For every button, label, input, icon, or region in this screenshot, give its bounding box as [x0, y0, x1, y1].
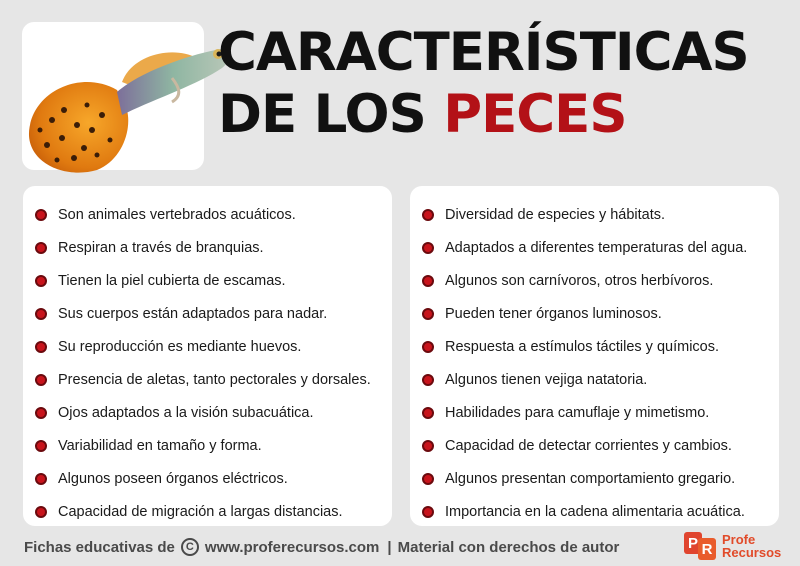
list-item-text: Presencia de aletas, tanto pectorales y dorsales.: [58, 371, 371, 388]
list-item-text: Respiran a través de branquias.: [58, 239, 264, 256]
list-item-text: Ojos adaptados a la visión subacuática.: [58, 404, 314, 421]
list-item-text: Su reproducción es mediante huevos.: [58, 338, 302, 355]
list-item: [35, 264, 392, 297]
list-item-text: Pueden tener órganos luminosos.: [445, 305, 662, 322]
characteristics-card-left: [23, 186, 392, 526]
list-item: [35, 198, 392, 231]
bullet-icon: [35, 473, 47, 485]
bullet-icon: [422, 209, 434, 221]
list-item: [422, 198, 779, 231]
list-item-text: Algunos poseen órganos eléctricos.: [58, 470, 288, 487]
logo-word-recursos: Recursos: [722, 545, 782, 560]
list-item: [35, 330, 392, 363]
bullet-icon: [35, 440, 47, 452]
logo-letter-p: P: [684, 532, 702, 554]
list-item-text: Adaptados a diferentes temperaturas del agua.: [445, 239, 748, 256]
logo-word-profe: Profe: [722, 532, 756, 547]
list-item: [422, 396, 779, 429]
list-item-text: Capacidad de detectar corrientes y cambios.: [445, 437, 732, 454]
page-title: [218, 22, 749, 146]
title-line-2-prefix: DE LOS: [218, 84, 444, 145]
logo-letter-r: R: [698, 538, 716, 560]
list-item-text: Algunos son carnívoros, otros herbívoros.: [445, 272, 714, 289]
list-item-text: Algunos tienen vejiga natatoria.: [445, 371, 648, 388]
logo-wordmark: [722, 533, 781, 559]
bullet-icon: [422, 407, 434, 419]
bullet-icon: [422, 242, 434, 254]
characteristics-list-right: [422, 198, 779, 528]
list-item: [35, 363, 392, 396]
bullet-icon: [422, 506, 434, 518]
bullet-icon: [35, 407, 47, 419]
bullet-icon: [422, 440, 434, 452]
list-item: [422, 330, 779, 363]
list-item: [422, 297, 779, 330]
bullet-icon: [35, 341, 47, 353]
title-highlight: PECES: [443, 84, 627, 145]
list-item-text: Importancia en la cadena alimentaria acuática.: [445, 503, 745, 520]
characteristics-card-right: [410, 186, 779, 526]
profe-recursos-logo: [684, 532, 781, 560]
guppy-fish-illustration: [22, 30, 232, 180]
footer-url[interactable]: www.proferecursos.com: [204, 538, 380, 556]
list-item: [422, 264, 779, 297]
list-item-text: Tienen la piel cubierta de escamas.: [58, 272, 286, 289]
bullet-icon: [35, 308, 47, 320]
list-item: [35, 495, 392, 528]
list-item-text: Algunos presentan comportamiento gregario.: [445, 470, 736, 487]
bullet-icon: [35, 506, 47, 518]
bullet-icon: [35, 209, 47, 221]
footer-prefix: Fichas educativas de: [24, 538, 175, 556]
list-item-text: Son animales vertebrados acuáticos.: [58, 206, 296, 223]
bullet-icon: [422, 374, 434, 386]
list-item: [422, 363, 779, 396]
list-item-text: Variabilidad en tamaño y forma.: [58, 437, 262, 454]
list-item-text: Respuesta a estímulos táctiles y químicos.: [445, 338, 720, 355]
list-item: [35, 297, 392, 330]
title-line-2: [218, 84, 749, 146]
list-item: [35, 462, 392, 495]
bullet-icon: [422, 308, 434, 320]
list-item-text: Sus cuerpos están adaptados para nadar.: [58, 305, 328, 322]
list-item-text: Capacidad de migración a largas distancias.: [58, 503, 343, 520]
list-item-text: Diversidad de especies y hábitats.: [445, 206, 666, 223]
list-item: [422, 462, 779, 495]
list-item: [35, 396, 392, 429]
footer: [24, 538, 619, 556]
footer-rights: Material con derechos de autor: [397, 538, 620, 556]
fish-image-panel: [22, 22, 204, 170]
copyright-icon: C: [181, 538, 199, 556]
title-line-1: CARACTERÍSTICAS: [218, 22, 749, 83]
pr-logo-icon: [684, 532, 720, 560]
bullet-icon: [35, 374, 47, 386]
list-item-text: Habilidades para camuflaje y mimetismo.: [445, 404, 710, 421]
bullet-icon: [422, 341, 434, 353]
bullet-icon: [35, 242, 47, 254]
list-item: [35, 231, 392, 264]
footer-separator: |: [387, 538, 392, 556]
characteristics-list-left: [35, 198, 392, 528]
bullet-icon: [422, 473, 434, 485]
list-item: [422, 495, 779, 528]
list-item: [422, 429, 779, 462]
bullet-icon: [35, 275, 47, 287]
list-item: [422, 231, 779, 264]
bullet-icon: [422, 275, 434, 287]
list-item: [35, 429, 392, 462]
